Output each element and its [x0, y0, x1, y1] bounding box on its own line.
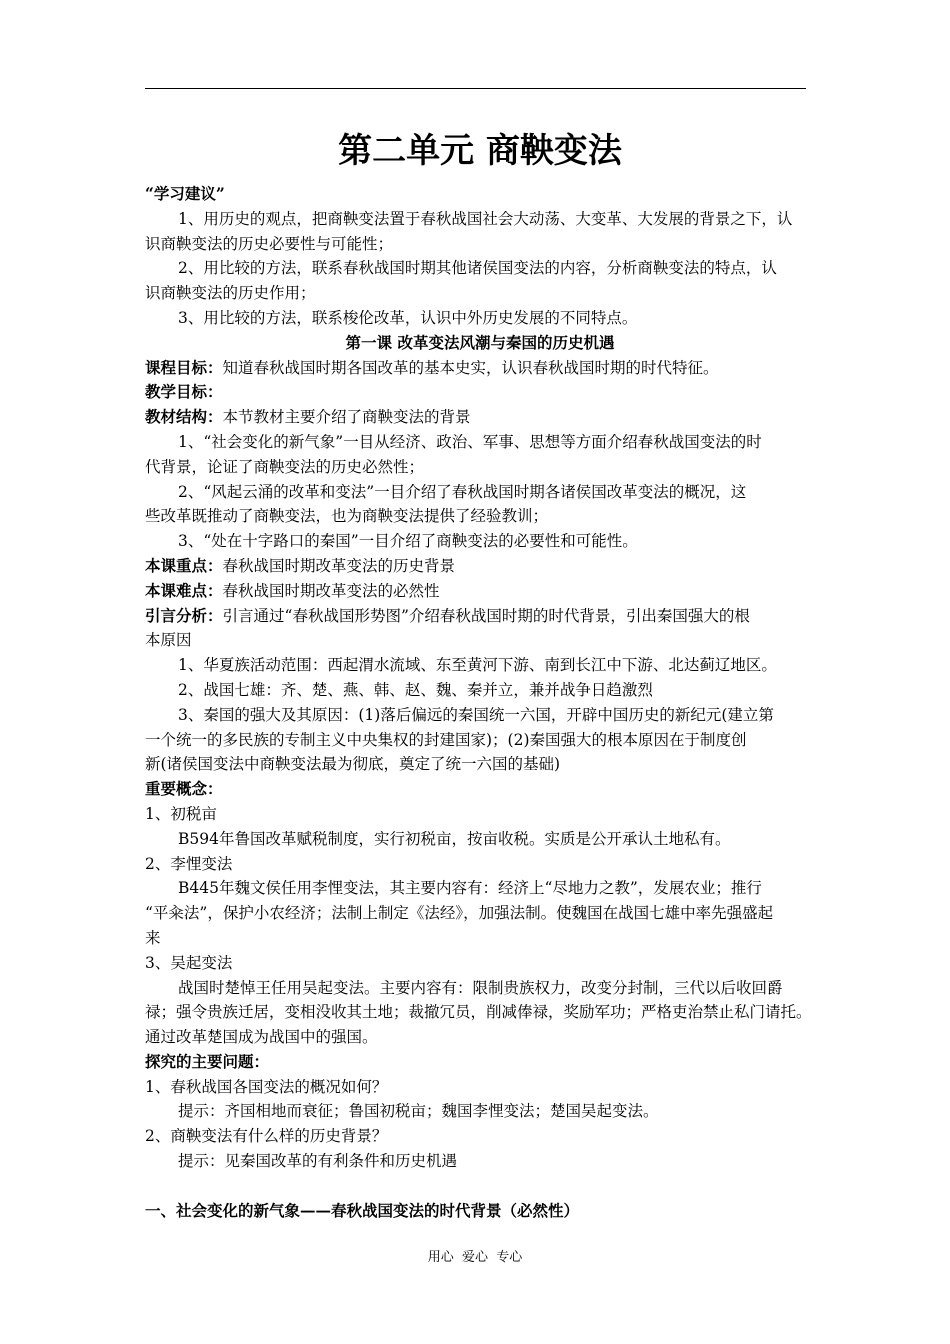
intro-3b: 一个统一的多民族的专制主义中央集权的封建国家)；(2)秦国强大的根本原因在于制度创 — [145, 730, 747, 749]
header-rule — [145, 88, 806, 89]
intro-3a: 3、秦国的强大及其原因：(1)落后偏远的秦国统一六国，开辟中国历史的新纪元(建立第 — [178, 705, 774, 724]
intro-3c: 新(诸侯国变法中商鞅变法最为彻底，奠定了统一六国的基础) — [145, 755, 561, 774]
suggest-heading: “学习建议” — [145, 184, 225, 203]
concept-3-b: 禄；强令贵族迁居，变相没收其土地；裁撤冗员，削减俸禄，奖励军功；严格吏治禁止私门请托。 — [145, 1003, 812, 1022]
difficult-point — [145, 579, 815, 604]
intro-label: 引言分析： — [145, 605, 223, 625]
hint-1: 提示：齐国相地而衰征；鲁国初税亩；魏国李悝变法；楚国吴起变法。 — [178, 1102, 659, 1121]
structure-2a: 2、“风起云涌的改革和变法”一目介绍了春秋战国时期各诸侯国改革变法的概况，这 — [178, 482, 747, 501]
hint-2: 提示：见秦国改革的有利条件和历史机遇 — [178, 1152, 458, 1171]
structure — [145, 405, 815, 430]
suggest-3: 3、用比较的方法，联系梭伦改革，认识中外历史发展的不同特点。 — [178, 308, 638, 327]
concept-3-c: 通过改革楚国成为战国中的强国。 — [145, 1028, 378, 1047]
structure-1a: 1、“社会变化的新气象”一目从经济、政治、军事、思想等方面介绍春秋战国变法的时 — [178, 432, 762, 451]
concepts-label: 重要概念： — [145, 779, 223, 799]
intro-2: 2、战国七雄：齐、楚、燕、韩、赵、魏、秦并立，兼并战争日趋激烈 — [178, 680, 653, 699]
structure-text: 本节教材主要介绍了商鞅变法的背景 — [222, 408, 471, 427]
teach-goal-label: 教学目标： — [145, 382, 223, 402]
intro — [145, 604, 815, 629]
section-1-heading: 一、社会变化的新气象——春秋战国变法的时代背景（必然性） — [145, 1200, 580, 1220]
structure-3: 3、“处在十字路口的秦国”一目介绍了商鞅变法的必要性和可能性。 — [178, 532, 638, 551]
suggest-2a: 2、用比较的方法，联系春秋战国时期其他诸侯国变法的内容，分析商鞅变法的特点，认 — [178, 259, 777, 278]
suggest-2b: 识商鞅变法的历史作用； — [145, 284, 316, 303]
intro-1: 1、华夏族活动范围：西起渭水流域、东至黄河下游、南到长江中下游、北达蓟辽地区。 — [178, 656, 777, 675]
suggest-1a: 1、用历史的观点，把商鞅变法置于春秋战国社会大动荡、大变革、大发展的背景之下，认 — [178, 209, 793, 228]
document-body — [145, 120, 815, 1223]
concept-2-b: “平籴法”，保护小农经济；法制上制定《法经》，加强法制。使魏国在战国七雄中率先强盛起 — [145, 904, 774, 923]
questions-label: 探究的主要问题： — [145, 1051, 270, 1071]
concept-1-title: 1、初税亩 — [145, 804, 217, 823]
concept-2-title: 2、李悝变法 — [145, 854, 233, 873]
concept-2-c: 来 — [145, 928, 161, 947]
key-point-text: 春秋战国时期改革变法的历史背景 — [222, 556, 456, 575]
course-goal — [145, 356, 815, 381]
difficult-point-label: 本课难点： — [145, 580, 223, 600]
question-1: 1、春秋战国各国变法的概况如何？ — [145, 1077, 388, 1096]
concept-2-a: B445年魏文侯任用李悝变法，其主要内容有：经济上“尽地力之教”，发展农业；推行 — [178, 879, 762, 898]
difficult-point-text: 春秋战国时期改革变法的必然性 — [222, 581, 440, 600]
concept-1-text: B594年鲁国改革赋税制度，实行初税亩，按亩收税。实质是公开承认土地私有。 — [178, 829, 731, 848]
structure-2b: 些改革既推动了商鞅变法，也为商鞅变法提供了经验教训； — [145, 507, 549, 526]
structure-1b: 代背景，论证了商鞅变法的历史必然性； — [145, 457, 425, 476]
intro-text-b: 本原因 — [145, 631, 192, 650]
course-goal-text: 知道春秋战国时期各国改革的基本史实，认识春秋战国时期的时代特征。 — [222, 358, 719, 377]
intro-text-a: 引言通过“春秋战国形势图”介绍春秋战国时期的时代背景，引出秦国强大的根 — [222, 606, 750, 625]
question-2: 2、商鞅变法有什么样的历史背景？ — [145, 1127, 388, 1146]
key-point — [145, 554, 815, 579]
page-footer: 用心 爱心 专心 — [427, 1250, 523, 1265]
course-goal-label: 课程目标： — [145, 357, 223, 377]
lesson-title: 第一课 改革变法风潮与秦国的历史机遇 — [345, 332, 615, 352]
concept-3-a: 战国时楚悼王任用吴起变法。主要内容有：限制贵族权力，改变分封制，三代以后收回爵 — [178, 978, 783, 997]
concept-3-title: 3、吴起变法 — [145, 953, 233, 972]
suggest-1b: 识商鞅变法的历史必要性与可能性； — [145, 234, 394, 253]
page-title: 第二单元 商鞅变法 — [338, 131, 622, 171]
structure-label: 教材结构： — [145, 407, 223, 427]
key-point-label: 本课重点： — [145, 555, 223, 575]
spacer — [145, 1174, 815, 1199]
